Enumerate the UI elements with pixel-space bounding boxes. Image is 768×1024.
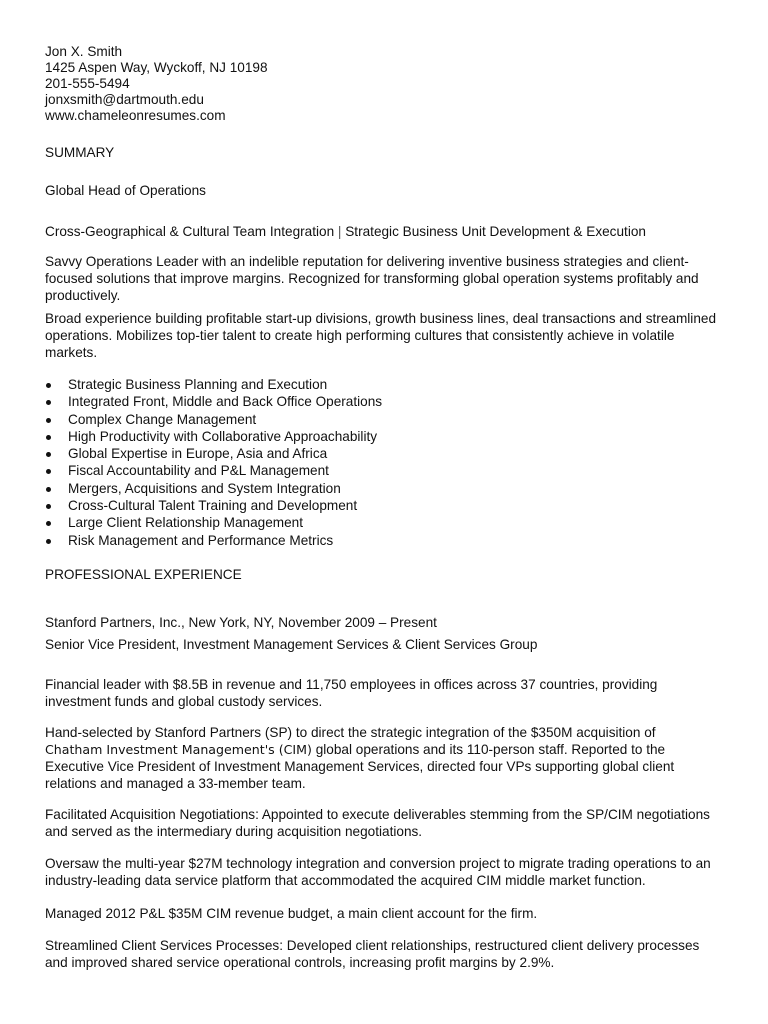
skills-list [45, 376, 382, 549]
summary-heading: SUMMARY [45, 145, 115, 160]
list-item: Risk Management and Performance Metrics [45, 532, 382, 549]
p2-company-name: Chatham Investment Management's (CIM) [45, 742, 312, 757]
experience-heading: PROFESSIONAL EXPERIENCE [45, 567, 242, 582]
tagline-left: Cross-Geographical & Cultural Team Integration [45, 224, 335, 239]
list-item: Mergers, Acquisitions and System Integration [45, 480, 382, 497]
list-item: Integrated Front, Middle and Back Office Operations [45, 393, 382, 410]
experience-paragraph-2 [45, 724, 725, 792]
contact-name: Jon X. Smith [45, 44, 123, 59]
experience-paragraph-4: Oversaw the multi-year $27M technology integration and conversion project to migrate trading operations to an industry-leading data service platform that accommodated the acquired CIM middle market function. [45, 856, 711, 888]
contact-email[interactable]: jonxsmith@dartmouth.edu [45, 92, 204, 107]
list-item: Strategic Business Planning and Execution [45, 376, 382, 393]
experience-paragraph-1: Financial leader with $8.5B in revenue and 11,750 employees in offices across 37 countries, providing investment funds and global custody services. [45, 677, 658, 709]
list-item: High Productivity with Collaborative Approachability [45, 428, 382, 445]
contact-address: 1425 Aspen Way, Wyckoff, NJ 10198 [45, 60, 268, 75]
list-item: Large Client Relationship Management [45, 514, 382, 531]
list-item: Global Expertise in Europe, Asia and Africa [45, 445, 382, 462]
tagline-separator: | [334, 224, 346, 239]
experience-role: Senior Vice President, Investment Management Services & Client Services Group [45, 637, 538, 652]
list-item: Complex Change Management [45, 411, 382, 428]
summary-paragraph-1: Savvy Operations Leader with an indelible reputation for delivering inventive business strategies and client-focused solutions that improve margins. Recognized for transforming global operation systems profitably and productively. [45, 254, 699, 303]
experience-paragraph-5: Managed 2012 P&L $35M CIM revenue budget, a main client account for the firm. [45, 906, 538, 921]
contact-phone: 201-555-5494 [45, 76, 130, 91]
summary-tagline [45, 223, 646, 240]
experience-paragraph-6: Streamlined Client Services Processes: Developed client relationships, restructured client delivery processes and improved shared service operational controls, increasing profit margins by 2.9%. [45, 938, 700, 970]
experience-paragraph-3: Facilitated Acquisition Negotiations: Appointed to execute deliverables stemming from the SP/CIM negotiations and served as the intermediary during acquisition negotiations. [45, 807, 710, 839]
summary-paragraph-2: Broad experience building profitable start-up divisions, growth business lines, deal transactions and streamlined operations. Mobilizes top-tier talent to create high performing cultures that consistently achieve in volatile markets. [45, 311, 716, 360]
contact-website[interactable]: www.chameleonresumes.com [45, 108, 226, 123]
tagline-right: Strategic Business Unit Development & Execution [345, 224, 646, 239]
experience-company: Stanford Partners, Inc., New York, NY, November 2009 – Present [45, 615, 437, 630]
list-item: Fiscal Accountability and P&L Management [45, 462, 382, 479]
contact-block [45, 44, 268, 124]
p2-part-a: Hand-selected by Stanford Partners (SP) to direct the strategic integration of the $350M acquisition of [45, 725, 656, 740]
list-item: Cross-Cultural Talent Training and Development [45, 497, 382, 514]
p2-part-c: global operations and its 110-person staff. Reported to the Executive Vice President of Investment Management Services, directed four VPs supporting global client relations and managed a 33-member team. [45, 742, 675, 791]
summary-title: Global Head of Operations [45, 183, 206, 198]
